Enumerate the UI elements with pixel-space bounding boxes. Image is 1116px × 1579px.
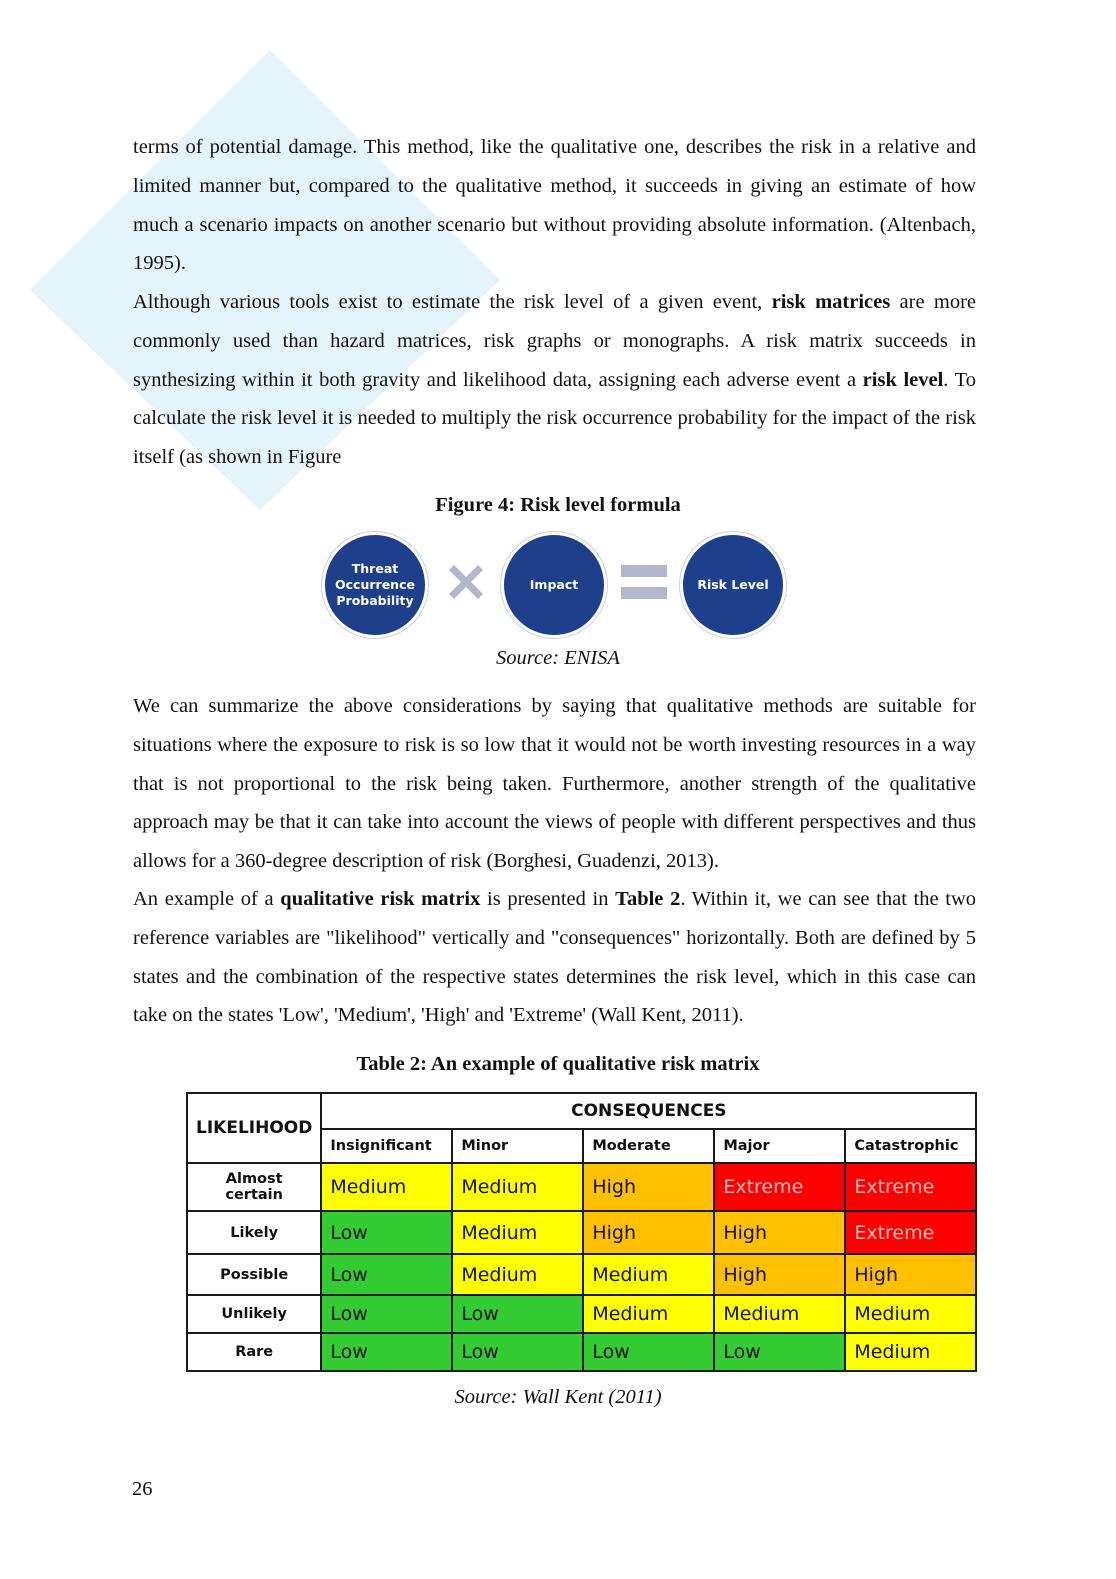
risk-cell: Low bbox=[321, 1211, 452, 1254]
impact-circle bbox=[501, 532, 607, 638]
impact-label: Impact bbox=[529, 577, 579, 592]
row-label: Possible bbox=[187, 1254, 321, 1295]
paragraph-4 bbox=[133, 880, 976, 1035]
risk-cell: Medium bbox=[714, 1295, 845, 1333]
risk-cell: Low bbox=[452, 1295, 583, 1333]
risk-matrix-table bbox=[186, 1092, 977, 1372]
risk-cell: High bbox=[583, 1211, 714, 1254]
risk-cell: High bbox=[845, 1254, 976, 1295]
paragraph-2 bbox=[133, 283, 976, 477]
table-row bbox=[187, 1211, 976, 1254]
paragraph-4-bold-table-2: Table 2 bbox=[615, 888, 681, 910]
row-label: Likely bbox=[187, 1211, 321, 1254]
risk-cell: Medium bbox=[583, 1254, 714, 1295]
table-caption: Table 2: An example of qualitative risk matrix bbox=[356, 1053, 760, 1075]
column-header: Moderate bbox=[583, 1129, 714, 1163]
risk-cell: Extreme bbox=[845, 1163, 976, 1211]
risk-cell: High bbox=[714, 1254, 845, 1295]
risk-cell: Medium bbox=[452, 1211, 583, 1254]
risk-cell: Extreme bbox=[845, 1211, 976, 1254]
column-header: Major bbox=[714, 1129, 845, 1163]
risk-cell: Low bbox=[321, 1295, 452, 1333]
paragraph-1: terms of potential damage. This method, like the qualitative one, describes the risk in a relative and limited manner but, compared to the qualitative method, it succeeds in giving an estimate of how much a scenario impacts on another scenario but without providing absolute information. (Altenbach, 1995). bbox=[133, 136, 976, 275]
row-label: Unlikely bbox=[187, 1295, 321, 1333]
row-label: Rare bbox=[187, 1333, 321, 1371]
figure-source: Source: ENISA bbox=[496, 647, 620, 669]
table-header-row bbox=[187, 1093, 976, 1129]
table-row bbox=[187, 1254, 976, 1295]
risk-cell: Low bbox=[714, 1333, 845, 1371]
risk-cell: Low bbox=[452, 1333, 583, 1371]
table-row bbox=[187, 1295, 976, 1333]
risk-cell: Low bbox=[583, 1333, 714, 1371]
risk-cell: High bbox=[714, 1211, 845, 1254]
risk-cell: Medium bbox=[845, 1295, 976, 1333]
risk-cell: Medium bbox=[321, 1163, 452, 1211]
table-source: Source: Wall Kent (2011) bbox=[454, 1386, 662, 1408]
table-row bbox=[187, 1333, 976, 1371]
risk-cell: Low bbox=[321, 1333, 452, 1371]
paragraph-2-bold-risk-matrices: risk matrices bbox=[771, 291, 891, 313]
risk-cell: Extreme bbox=[714, 1163, 845, 1211]
row-label: Almost certain bbox=[187, 1163, 321, 1211]
paragraph-2-text: . To calculate the risk level it is needed to multiply the risk occurrence probability for the impact of the risk itself (as shown in Figure bbox=[133, 368, 976, 469]
risk-cell: Medium bbox=[583, 1295, 714, 1333]
paragraph-4-text: An example of a bbox=[133, 888, 281, 910]
column-header: Minor bbox=[452, 1129, 583, 1163]
risk-level-circle bbox=[680, 532, 786, 638]
paragraph-2-text: Although various tools exist to estimate the risk level of a given event, bbox=[133, 291, 772, 313]
paragraph-4-text: . Within it, we can see that the two reference variables are "likelihood" vertically and "consequences" horizontally. Both are defined by 5 states and the combination of the respective states determines the risk level, which in this case can take on the states 'Low', 'Medium', 'High' and 'Extreme' (Wall Kent, 2011). bbox=[133, 888, 977, 1027]
paragraph-2-bold-risk-level: risk level bbox=[862, 368, 944, 391]
risk-cell: Medium bbox=[452, 1254, 583, 1295]
column-header: Catastrophic bbox=[845, 1129, 976, 1163]
paragraph-4-bold-qualitative-risk-matrix: qualitative risk matrix bbox=[280, 888, 481, 910]
risk-cell: Medium bbox=[452, 1163, 583, 1211]
threat-probability-label: Threat Occurrence Probability bbox=[335, 561, 415, 608]
figure-caption: Figure 4: Risk level formula bbox=[435, 494, 681, 516]
page-number: 26 bbox=[132, 1478, 153, 1500]
paragraph-2-text: are more commonly used than hazard matrices, risk graphs or monographs. A risk matrix succeeds in synthesizing within it both gravity and likelihood data, assigning each adverse event a bbox=[133, 291, 976, 391]
likelihood-header: LIKELIHOOD bbox=[187, 1093, 321, 1163]
column-header: Insignificant bbox=[321, 1129, 452, 1163]
multiply-icon bbox=[445, 561, 487, 603]
risk-cell: Low bbox=[321, 1254, 452, 1295]
risk-level-label: Risk Level bbox=[697, 577, 769, 592]
consequences-header: CONSEQUENCES bbox=[321, 1093, 976, 1129]
risk-cell: Medium bbox=[845, 1333, 976, 1371]
threat-probability-circle bbox=[322, 532, 428, 638]
risk-formula-figure bbox=[320, 528, 790, 638]
risk-cell: High bbox=[583, 1163, 714, 1211]
paragraph-4-text: is presented in bbox=[480, 888, 616, 910]
paragraph-3: We can summarize the above considerations by saying that qualitative methods are suitable for situations where the exposure to risk is so low that it would not be worth investing resources in a way that is not proportional to the risk being taken. Furthermore, another strength of the qualitative approach may be that it can take into account the views of people with different perspectives and thus allows for a 360-degree description of risk (Borghesi, Guadenzi, 2013). bbox=[133, 695, 976, 873]
table-row bbox=[187, 1163, 976, 1211]
equals-icon bbox=[621, 565, 667, 601]
